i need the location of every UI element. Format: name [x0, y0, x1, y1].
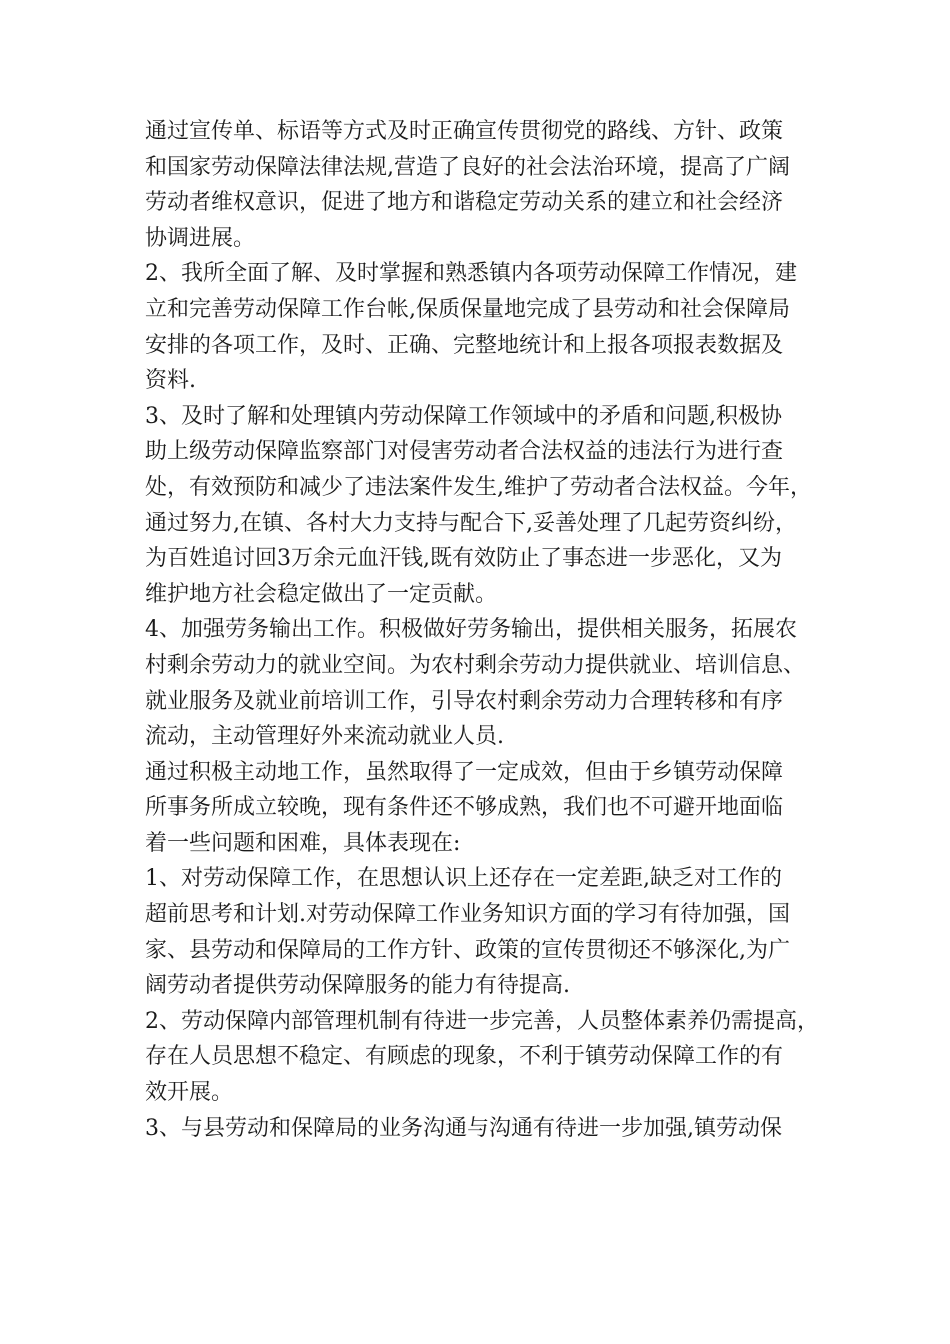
text-line: 阔劳动者提供劳动保障服务的能力有待提高.: [145, 973, 570, 999]
text-line: 劳动者维权意识，促进了地方和谐稳定劳动关系的建立和社会经济: [145, 190, 784, 216]
text-line: 通过积极主动地工作，虽然取得了一定成效，但由于乡镇劳动保障: [145, 759, 784, 785]
body-text: [145, 114, 819, 1146]
text-line: 2、我所全面了解、及时掌握和熟悉镇内各项劳动保障工作情况，建: [145, 261, 797, 287]
text-line: 维护地方社会稳定做出了一定贡献。: [145, 581, 498, 607]
text-line: 1、对劳动保障工作，在思想认识上还存在一定差距,缺乏对工作的: [145, 866, 782, 892]
text-line: 着一些问题和困难，具体表现在:: [145, 830, 461, 856]
text-line: 通过努力,在镇、各村大力支持与配合下,妥善处理了几起劳资纠纷，: [145, 510, 797, 536]
text-line: 安排的各项工作，及时、正确、完整地统计和上报各项报表数据及: [145, 332, 784, 358]
text-line: 资料.: [145, 368, 196, 394]
text-line: 村剩余劳动力的就业空间。为农村剩余劳动力提供就业、培训信息、: [145, 652, 806, 678]
text-line: 处，有效预防和减少了违法案件发生,维护了劳动者合法权益。今年，: [145, 474, 812, 500]
text-line: 2、劳动保障内部管理机制有待进一步完善，人员整体素养仍需提高，: [145, 1008, 819, 1034]
text-line: 存在人员思想不稳定、有顾虑的现象，不利于镇劳动保障工作的有: [145, 1044, 784, 1070]
text-line: 家、县劳动和保障局的工作方针、政策的宣传贯彻还不够深化,为广: [145, 937, 790, 963]
text-line: 超前思考和计划.对劳动保障工作业务知识方面的学习有待加强，国: [145, 902, 790, 928]
text-line: 协调进展。: [145, 225, 256, 251]
text-line: 立和完善劳动保障工作台帐,保质保量地完成了县劳动和社会保障局: [145, 296, 790, 322]
text-line: 和国家劳动保障法律法规,营造了良好的社会法治环境，提高了广阔: [145, 154, 790, 180]
text-line: 3、与县劳动和保障局的业务沟通与沟通有待进一步加强,镇劳动保: [145, 1115, 782, 1141]
text-line: 4、加强劳务输出工作。积极做好劳务输出，提供相关服务，拓展农: [145, 617, 797, 643]
text-line: 助上级劳动保障监察部门对侵害劳动者合法权益的违法行为进行查: [145, 439, 784, 465]
text-line: 流动，主动管理好外来流动就业人员.: [145, 724, 504, 750]
text-line: 就业服务及就业前培训工作，引导农村剩余劳动力合理转移和有序: [145, 688, 784, 714]
text-line: 3、及时了解和处理镇内劳动保障工作领域中的矛盾和问题,积极协: [145, 403, 782, 429]
text-line: 为百姓追讨回3万余元血汗钱,既有效防止了事态进一步恶化，又为: [145, 546, 782, 572]
text-line: 所事务所成立较晚，现有条件还不够成熟，我们也不可避开地面临: [145, 795, 784, 821]
text-line: 通过宣传单、标语等方式及时正确宣传贯彻党的路线、方针、政策: [145, 119, 784, 144]
text-line: 效开展。: [145, 1080, 234, 1106]
